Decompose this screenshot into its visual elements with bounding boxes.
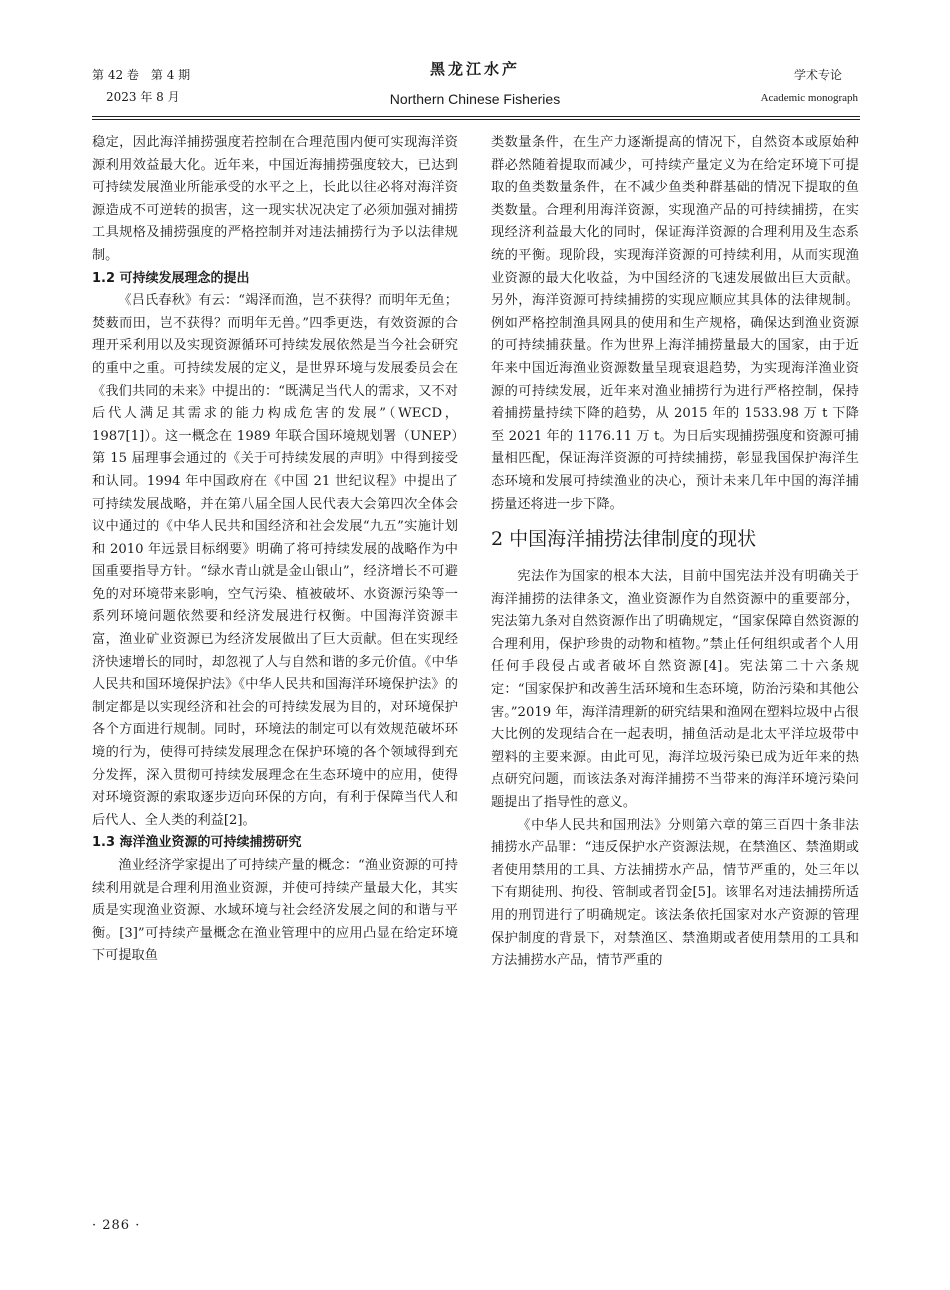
right-column bbox=[491, 132, 859, 1222]
paragraph-criminal-law: 《中华人民共和国刑法》分则第六章的第三百四十条非法捕捞水产品罪：“违反保护水产资源法规，在禁渔区、禁渔期或者使用禁用的工具、方法捕捞水产品，情节严重的，处三年以下有期徒刑、拘役、管制或者罚金[5]。该罪名对违法捕捞所适用的刑罚进行了明确规定。该法条依托国家对水产资源的管理保护制度的背景下，对禁渔区、禁渔期或者使用禁用的工具和方法捕捞水产品，情节严重的 bbox=[491, 817, 859, 969]
section-label-cn: 学术专论 bbox=[793, 68, 842, 82]
paragraph-sustainable-concept: 《吕氏春秋》有云：“竭泽而渔，岂不获得？而明年无鱼；焚薮而田，岂不获得？而明年无兽。”四季更迭，有效资源的合理开采利用以及实现资源循环可持续发展依然是当今社会研究的重中之重。可持续发展的定义，是世界环境与发展委员会在《我们共同的未来》中提出的：“既满足当代人的需求，又不对后代人满足其需求的能力构成危害的发展”（WECD，1987[1]）。这一概念在 1989 年联合国环境规划署（UNEP）第 15 届理事会通过的《关于可持续发展的声明》中得到接受和认同。1994 年中国政府在《中国 21 世纪议程》中提出了可持续发展战略，并在第八届全国人民代表大会第四次全体会议中通过的《中华人民共和国经济和社会发展“九五”实施计划和 2010 年远景目标纲要》明确了将可持续发展的战略作为中国重要指导方针。“绿水青山就是金山银山”，经济增长不可避免的对环境带来影响，空气污染、植被破坏、水资源污染等一系列环境问题依然要和经济发展进行权衡。中国海洋资源丰富，渔业矿业资源已为经济发展做出了巨大贡献。但在实现经济快速增长的同时，却忽视了人与自然和谐的多元价值。《中华人民共和国环境保护法》《中华人民共和国海洋环境保护法》的制定都是以实现经济和社会的可持续发展为目的，对环境保护各个方面进行规制。同时，环境法的制定可以有效规范破坏环境的行为，使得可持续发展理念在保护环境的各个领域得到充分发挥，深入贯彻可持续发展理念在生态环境中的应用，使得对环境资源的索取逐步迈向环保的方向，有利于保障当代人和后代人、全人类的利益[2]。 bbox=[92, 293, 458, 828]
subsection-heading-1-3: 1.3 海洋渔业资源的可持续捕捞研究 bbox=[92, 835, 302, 851]
issue-date: 2023 年 8 月 bbox=[106, 90, 180, 104]
header-rule-top bbox=[92, 116, 860, 117]
journal-title-en: Northern Chinese Fisheries bbox=[389, 91, 561, 107]
paragraph-sustainable-yield: 渔业经济学家提出了可持续产量的概念：“渔业资源的可持续利用就是合理利用渔业资源，并使可持续产量最大化，其实质是实现渔业资源、水域环境与社会经济发展之间的和谐与平衡。[3]”可持续产量概念在渔业管理中的应用凸显在给定环境下可提取鱼 bbox=[92, 858, 458, 964]
left-column bbox=[92, 132, 458, 1222]
paragraph-continued-right: 类数量条件，在生产力逐渐提高的情况下，自然资本或原始种群必然随着提取而减少，可持续产量定义为在给定环境下可提取的鱼类数量条件，在不减少鱼类种群基础的情况下提取的鱼类数量。合理利用海洋资源，实现渔产品的可持续捕捞，在实现经济利益最大化的同时，保证海洋资源的合理利用及生态系统的平衡。现阶段，实现海洋资源的可持续利用，从而实现渔业资源的最大化收益，为中国经济的飞速发展做出巨大贡献。另外，海洋资源可持续捕捞的实现应顺应其具体的法律规制。例如严格控制渔具网具的使用和生产规格，确保达到渔业资源的可持续捕获量。作为世界上海洋捕捞量最大的国家，由于近年来中国近海渔业资源数量呈现衰退趋势，为实现海洋渔业资源的可持续发展，近年来对渔业捕捞行为进行严格控制，保持着捕捞量持续下降的趋势，从 2015 年的 1533.98 万 t 下降至 2021 年的 1176.11 万 t。为日后实现捕捞强度和资源可捕量相匹配，保证海洋资源的可持续捕捞，彰显我国保护海洋生态环境和发展可持续渔业的决心，预计未来几年中国的海洋捕捞量还将进一步下降。 bbox=[491, 135, 859, 512]
paragraph-continued: 稳定，因此海洋捕捞强度若控制在合理范围内便可实现海洋资源利用效益最大化。近年来，中国近海捕捞强度较大，已达到可持续发展渔业所能承受的水平之上，长此以往必将对海洋资源造成不可逆转的损害，这一现实状况决定了必须加强对捕捞工具规格及捕捞强度的严格控制并对违法捕捞行为予以法律规制。 bbox=[92, 135, 458, 263]
header-rule-bottom bbox=[92, 119, 860, 120]
section-heading-2: 2 中国海洋捕捞法律制度的现状 bbox=[491, 528, 757, 551]
paragraph-constitution: 宪法作为国家的根本大法，目前中国宪法并没有明确关于海洋捕捞的法律条文，渔业资源作为自然资源中的重要部分，宪法第九条对自然资源作出了明确规定，“国家保障自然资源的合理利用，保护珍贵的动物和植物。”禁止任何组织或者个人用任何手段侵占或者破坏自然资源[4]。宪法第二十六条规定：“国家保护和改善生活环境和生态环境，防治污染和其他公害。”2019 年，海洋清理新的研究结果和渔网在塑料垃圾中占很大比例的发现结合在一起表明，捕鱼活动是北太平洋垃圾带中塑料的主要来源。由此可见，海洋垃圾污染已成为近年来的热点研究问题，而该法条对海洋捕捞不当带来的海洋环境污染问题提出了指导性的意义。 bbox=[491, 569, 859, 811]
subsection-heading-1-2: 1.2 可持续发展理念的提出 bbox=[92, 270, 250, 286]
section-label-en: Academic monograph bbox=[760, 92, 858, 104]
journal-title-cn: 黑龙江水产 bbox=[429, 60, 520, 78]
volume-issue: 第 42 卷 第 4 期 bbox=[92, 68, 191, 82]
page-number: · 286 · bbox=[92, 1218, 141, 1233]
